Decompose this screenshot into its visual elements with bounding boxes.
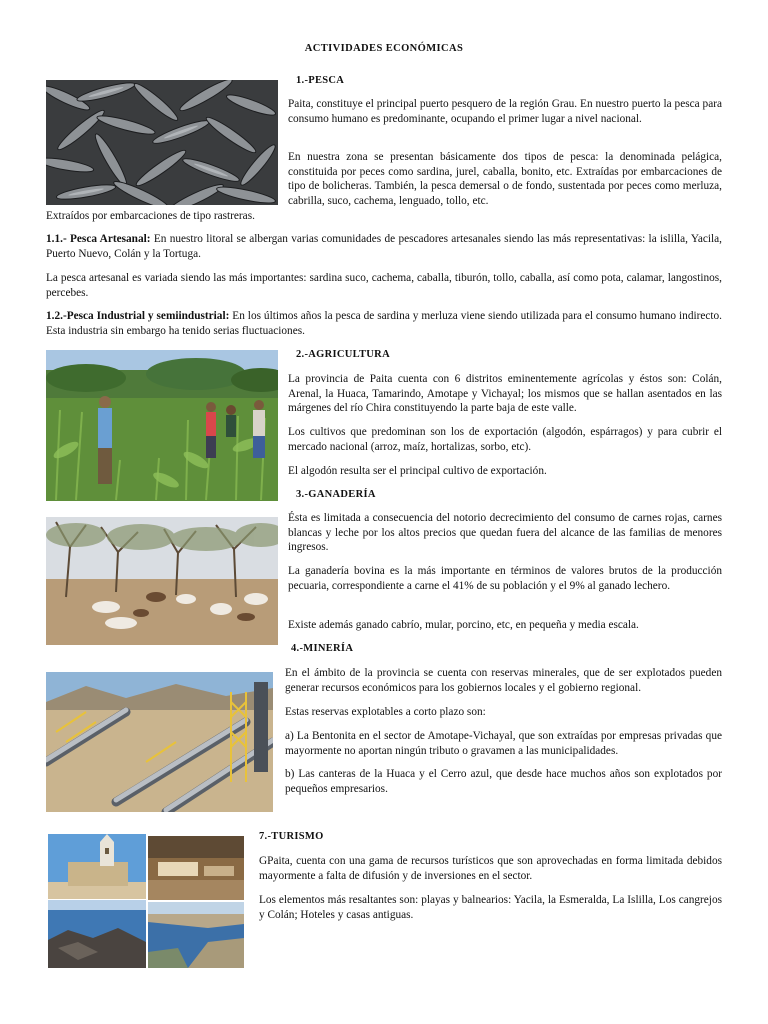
agricultura-paragraph-3: El algodón resulta ser el principal cultivo de exportación. <box>288 465 547 477</box>
tourism-bay-photo <box>148 902 244 968</box>
tourism-museum-photo <box>148 836 244 900</box>
tourism-church-photo <box>48 834 146 899</box>
pesca-heading: 1.-PESCA <box>296 75 345 86</box>
pesca-artesanal-text: En nuestro litoral se albergan varias comunidades de pescadores artesanales siendo las más representativas: la islilla, Yacila, Puerto Nuevo, Colán y la Tortuga. <box>46 233 723 260</box>
pesca-paragraph-1: Paita, constituye el principal puerto pesquero de la región Grau. En nuestro puerto la pesca para consumo humano es predominante, ocupando el primer lugar a nivel nacional. <box>288 98 722 125</box>
pesca-artesanal-paragraph <box>46 232 722 261</box>
pesca-paragraph-2-tail: Extraídos por embarcaciones de tipo rastreras. <box>46 210 255 222</box>
ganaderia-heading: 3.-GANADERÍA <box>296 489 376 500</box>
pesca-industrial-text: En los últimos años la pesca de sardina y merluza viene siendo utilizada para el consumo humano indirecto. Esta industria sin embargo ha tenido serias fluctuaciones. <box>46 310 723 337</box>
fish-photo <box>46 80 278 205</box>
turismo-paragraph-2: Los elementos más resaltantes son: playas y balnearios: Yacila, la Esmeralda, La Islilla, Los cangrejos y Colán; Hoteles y casas antiguas. <box>259 894 722 921</box>
mineria-paragraph-1: En el ámbito de la provincia se cuenta con reservas minerales, que de ser explotados pueden generar recursos económicos para los gobiernos locales y el gobierno regional. <box>285 667 722 694</box>
livestock-photo <box>46 517 278 645</box>
mineria-paragraph-3: a) La Bentonita en el sector de Amotape-Vichayal, que son extraídas por empresas privadas que mayormente no aportan ningún tributo o gravamen a las municipalidades. <box>285 730 722 757</box>
mineria-heading: 4.-MINERÍA <box>291 643 354 654</box>
pesca-industrial-label: 1.2.-Pesca Industrial y semiindustrial: <box>46 310 230 322</box>
agricultura-heading: 2.-AGRICULTURA <box>296 349 390 360</box>
page-title: ACTIVIDADES ECONÓMICAS <box>304 43 464 54</box>
ganaderia-paragraph-2: La ganadería bovina es la más importante en términos de valores brutos de la producción pecuaria, correspondiente a carne el 41% de su población y el 9% al ganado lechero. <box>288 565 722 592</box>
agricultura-paragraph-1: La provincia de Paita cuenta con 6 distritos eminentemente agrícolas y éstos son: Colán, Arenal, la Huaca, Tamarindo, Amotape y Vichayal; los mismos que se hallan asentados en las márgenes del río Chira constituyendo la parte baja de este valle. <box>288 373 722 415</box>
mineria-paragraph-4: b) Las canteras de la Huaca y el Cerro azul, que desde hace muchos años son explotados por pequeños empresarios. <box>285 768 722 795</box>
agricultura-paragraph-2: Los cultivos que predominan son los de exportación (algodón, espárragos) y para cubrir el mercado nacional (arroz, maíz, hortalizas, sorbo, etc). <box>288 426 722 453</box>
mining-photo <box>46 672 273 812</box>
turismo-paragraph-1: GPaita, cuenta con una gama de recursos turísticos que son aprovechadas en forma limitada debidos mayormente a falta de difusión y de inversiones en el sector. <box>259 855 722 882</box>
agriculture-photo <box>46 350 278 501</box>
turismo-heading: 7.-TURISMO <box>259 831 324 842</box>
ganaderia-paragraph-3: Existe además ganado cabrío, mular, porcino, etc, en pequeña y media escala. <box>288 619 639 631</box>
mineria-paragraph-2: Estas reservas explotables a corto plazo son: <box>285 706 486 718</box>
ganaderia-paragraph-1: Ésta es limitada a consecuencia del notorio decrecimiento del consumo de carnes rojas, carnes blancas y leche por los altos precios que quedan fuera del alcance de las familias de menores ingresos. <box>288 512 722 554</box>
pesca-industrial-paragraph <box>46 309 722 338</box>
pesca-artesanal-label: 1.1.- Pesca Artesanal: <box>46 233 151 245</box>
pesca-artesanal-paragraph-2: La pesca artesanal es variada siendo las más importantes: sardina suco, cachema, caballa, tiburón, tollo, caballa, así como pota, calamar, langostinos, percebes. <box>46 272 722 299</box>
pesca-paragraph-2: En nuestra zona se presentan básicamente dos tipos de pesca: la denominada pelágica, constituida por peces como sardina, jurel, caballa, bonito, etc. Extraídas por embarcaciones de tipo de bolicheras. También, la pesca demersal o de fondo, sustentada por peces como merluza, cabrilla, suco, cachema, lenguado, tollo, etc. <box>288 151 722 207</box>
tourism-rocky-beach-photo <box>48 900 146 968</box>
